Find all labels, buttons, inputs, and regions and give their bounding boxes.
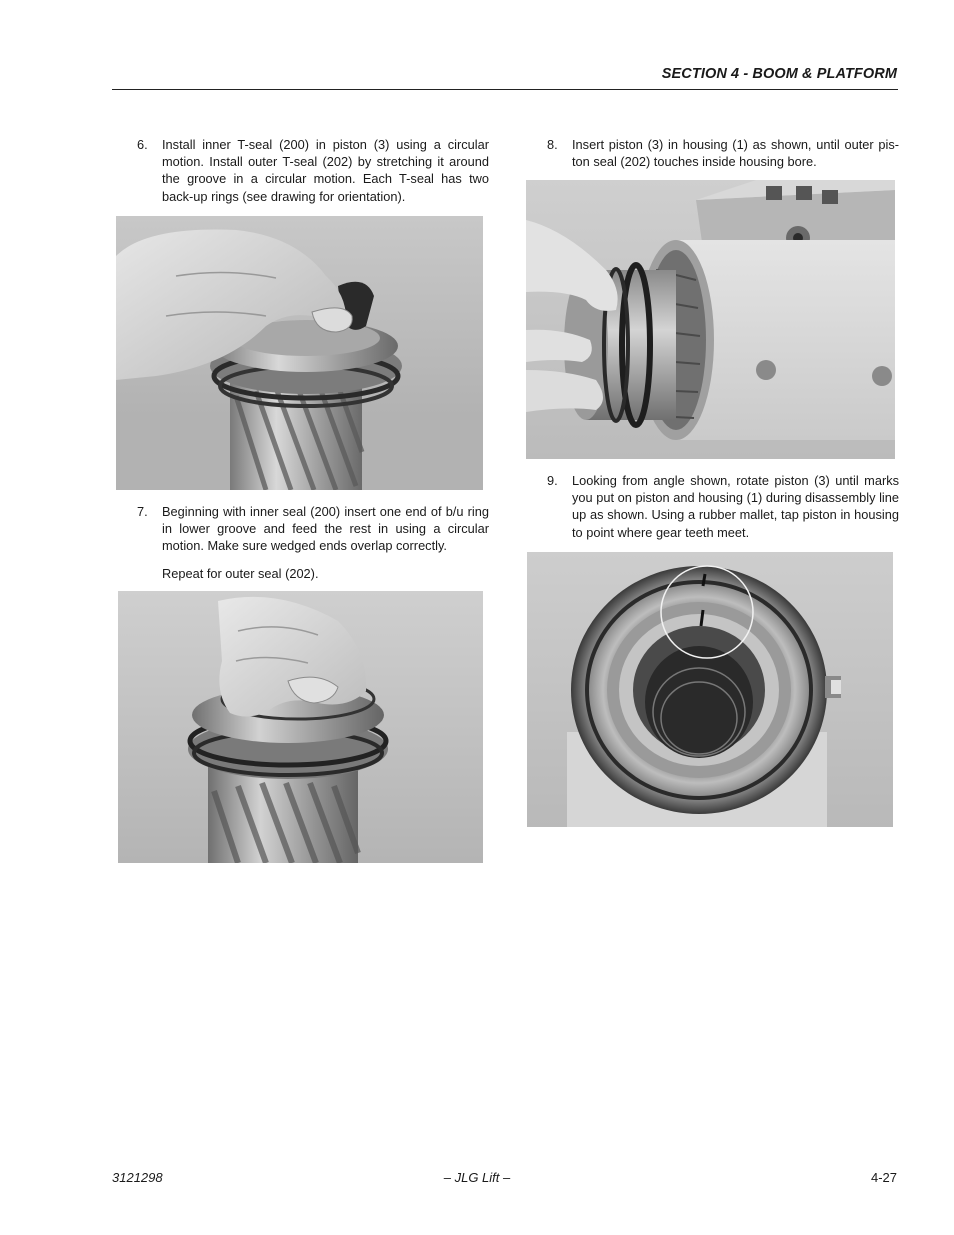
photo-alignment-marks xyxy=(527,552,893,827)
step-7-note: Repeat for outer seal (202). xyxy=(162,566,319,581)
footer-page-number: 4-27 xyxy=(870,1170,897,1185)
header-rule xyxy=(112,89,898,90)
step-8-number: 8. xyxy=(547,137,558,152)
step-6 xyxy=(137,136,489,206)
photo-install-t-seal-graphic xyxy=(116,216,483,490)
footer-center-text: – JLG Lift – xyxy=(443,1170,511,1185)
step-6-text: Install inner T-seal (200) in piston (3) using a circular motion. Install outer T-seal (202) by stretching it around the groove in a circular motion. Each T-seal has two back-up rings (see drawing for orientation). xyxy=(162,137,489,204)
step-9 xyxy=(547,472,899,542)
step-9-number: 9. xyxy=(547,473,558,488)
section-title: SECTION 4 - BOOM & PLATFORM xyxy=(661,66,897,82)
step-7-text: Beginning with inner seal (200) insert one end of b/u ring in lower groove and feed the rest in using a circular motion. Make sure wedged ends overlap correctly. xyxy=(162,504,489,554)
step-7 xyxy=(137,503,489,555)
photo-insert-piston-graphic xyxy=(526,180,895,459)
step-7-number: 7. xyxy=(137,504,148,519)
footer-doc-number: 3121298 xyxy=(112,1170,163,1185)
photo-alignment-marks-graphic xyxy=(527,552,893,827)
photo-install-t-seal xyxy=(116,216,483,490)
photo-insert-piston xyxy=(526,180,895,459)
step-9-text: Looking from angle shown, rotate piston (3) until marks you put on piston and housing (1) during disassembly line up as shown. Using a rubber mallet, tap piston in housing to point where gear teeth meet. xyxy=(572,473,899,540)
photo-feed-backup-ring-graphic xyxy=(118,591,483,863)
step-6-number: 6. xyxy=(137,137,148,152)
step-8 xyxy=(547,136,899,171)
photo-feed-backup-ring xyxy=(118,591,483,863)
step-8-text: Insert piston (3) in housing (1) as shown, until outer pis-ton seal (202) touches inside housing bore. xyxy=(572,137,899,170)
